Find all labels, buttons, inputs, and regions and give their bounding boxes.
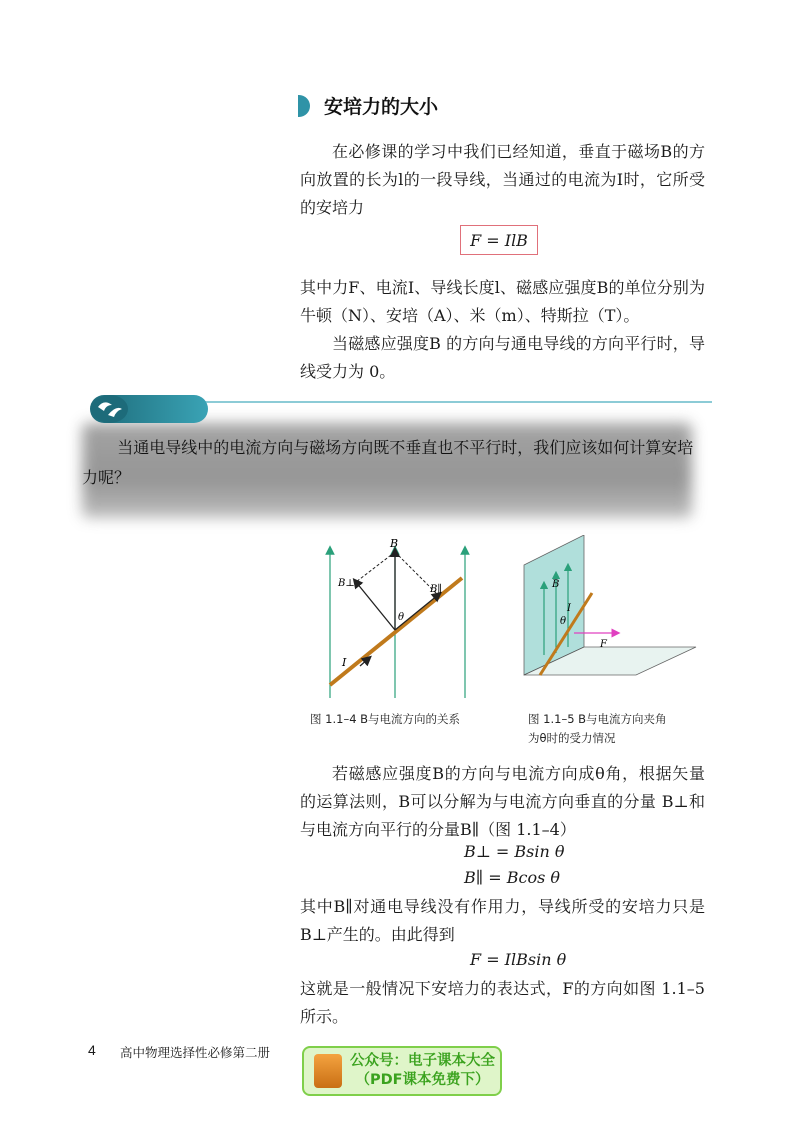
current-wire: [330, 578, 462, 685]
equation-general-force: F = IlBsin θ: [470, 950, 567, 969]
dashed-1: [356, 552, 395, 582]
label-I: I: [342, 656, 347, 669]
section-title: 安培力的大小: [324, 96, 439, 118]
conclusion-paragraph: 其中B∥对通电导线没有作用力，导线所受的安培力只是B⊥产生的。由此得到: [300, 897, 705, 944]
book-title: 高中物理选择性必修第二册: [120, 1045, 271, 1060]
book-icon: [314, 1054, 342, 1088]
think-question: 当通电导线中的电流方向与磁场方向既不垂直也不平行时，我们应该如何计算安培力呢？: [82, 438, 694, 487]
equation-B-perp: B⊥ = Bsin θ: [464, 842, 565, 861]
equation-B-par: B∥ = Bcos θ: [464, 868, 561, 887]
label-I-3d: I: [567, 603, 571, 614]
watermark-line1: 公众号：电子课本大全: [350, 1053, 495, 1069]
units-paragraph: 其中力F、电流I、导线长度l、磁感应强度B的单位分别为牛顿（N）、安培（A）、米（m）、特斯拉（T）。: [300, 278, 705, 325]
think-icon: [90, 393, 130, 425]
parallel-paragraph: 当磁感应强度B 的方向与通电导线的方向平行时，导线受力为 0。: [300, 334, 705, 381]
figure-1-1-5-caption: [528, 710, 667, 748]
figure-1-1-5: [520, 535, 700, 705]
label-B: B: [390, 537, 399, 550]
decomposition-paragraph: 若磁感应强度B的方向与电流方向成θ角，根据矢量的运算法则，B可以分解为与电流方向垂直的分量 B⊥和与电流方向平行的分量B∥（图 1.1–4）: [300, 764, 705, 839]
watermark-text: [350, 1052, 495, 1090]
page-number: 4: [88, 1042, 96, 1058]
intro-paragraph: 在必修课的学习中我们已经知道，垂直于磁场B的方向放置的长为l的一段导线，当通过的电流为I时，它所受的安培力: [300, 142, 705, 217]
label-B-par: B∥: [430, 584, 442, 595]
label-theta-3d: θ: [560, 616, 567, 627]
label-B-perp: B⊥: [338, 578, 355, 589]
summary-paragraph: 这就是一般情况下安培力的表达式，F的方向如图 1.1–5 所示。: [300, 979, 705, 1026]
label-B-3d: B: [552, 579, 560, 590]
label-F-3d: F: [600, 639, 607, 650]
watermark-line2: （PDF课本免费下）: [355, 1072, 490, 1088]
figure-1-1-4-caption: 图 1.1–4 B与电流方向的关系: [310, 712, 461, 726]
B-perp-vector: [356, 582, 395, 630]
think-box: [82, 393, 712, 523]
fig5-caption-line1: 图 1.1–5 B与电流方向夹角: [528, 712, 667, 726]
fig5-caption-line2: 为θ时的受力情况: [528, 731, 616, 745]
label-theta: θ: [398, 612, 405, 623]
watermark-badge: [302, 1046, 502, 1096]
section-heading: [298, 92, 438, 119]
section-marker-icon: [298, 95, 310, 117]
think-divider: [182, 401, 712, 403]
ampere-force-formula: F = IlB: [460, 225, 538, 255]
figure-1-1-4: [310, 530, 480, 700]
